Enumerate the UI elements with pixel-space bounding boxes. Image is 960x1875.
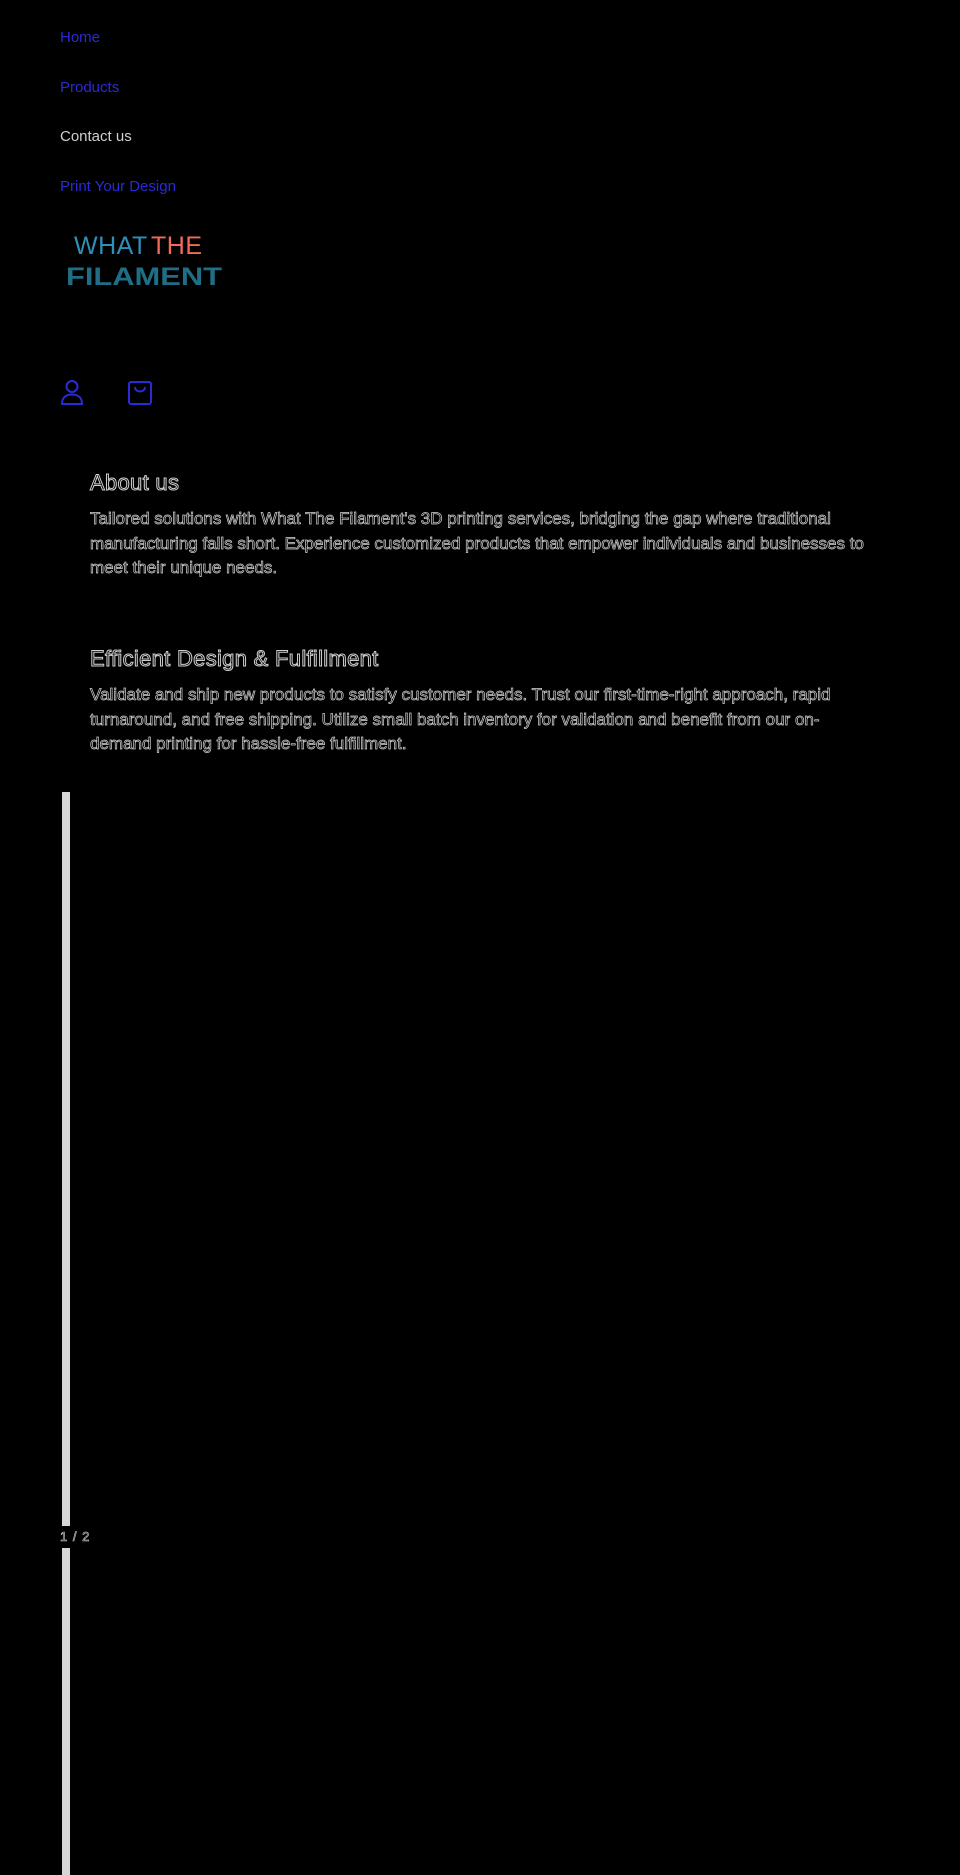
slideshow-scrollbar[interactable] xyxy=(62,792,70,1875)
design-fulfillment-heading: Efficient Design & Fulfillment xyxy=(90,646,379,671)
site-logo[interactable] xyxy=(62,228,226,294)
logo-text-the: THE xyxy=(151,232,203,260)
slide-counter: 1 / 2 xyxy=(60,1529,91,1544)
about-us-section xyxy=(90,469,870,581)
design-fulfillment-section xyxy=(90,645,870,757)
design-fulfillment-text: Validate and ship new products to satisfy customer needs. Trust our first-time-right approach, rapid turnaround, and free shipping. Utilize small batch inventory for validation and benefit from our on-demand printing for hassle-free fulfillment. xyxy=(90,685,831,753)
nav-link-contact-us[interactable]: Contact us xyxy=(60,128,132,145)
cart-icon[interactable] xyxy=(127,378,153,406)
about-us-heading: About us xyxy=(90,470,180,495)
nav-link-print-your-design[interactable]: Print Your Design xyxy=(60,177,176,195)
nav-link-products[interactable]: Products xyxy=(60,78,120,96)
logo-text-filament: FILAMENT xyxy=(66,263,222,291)
nav-link-home[interactable]: Home xyxy=(60,29,101,46)
account-icon[interactable] xyxy=(60,378,86,406)
what-the-filament-logo xyxy=(62,228,226,294)
about-us-text: Tailored solutions with What The Filament's 3D printing services, bridging the gap where traditional manufacturing falls short. Experience customized products that empower individuals and businesses to meet their unique needs. xyxy=(90,509,864,577)
main-navigation xyxy=(60,28,176,226)
logo-text-what: WHAT xyxy=(74,232,148,260)
